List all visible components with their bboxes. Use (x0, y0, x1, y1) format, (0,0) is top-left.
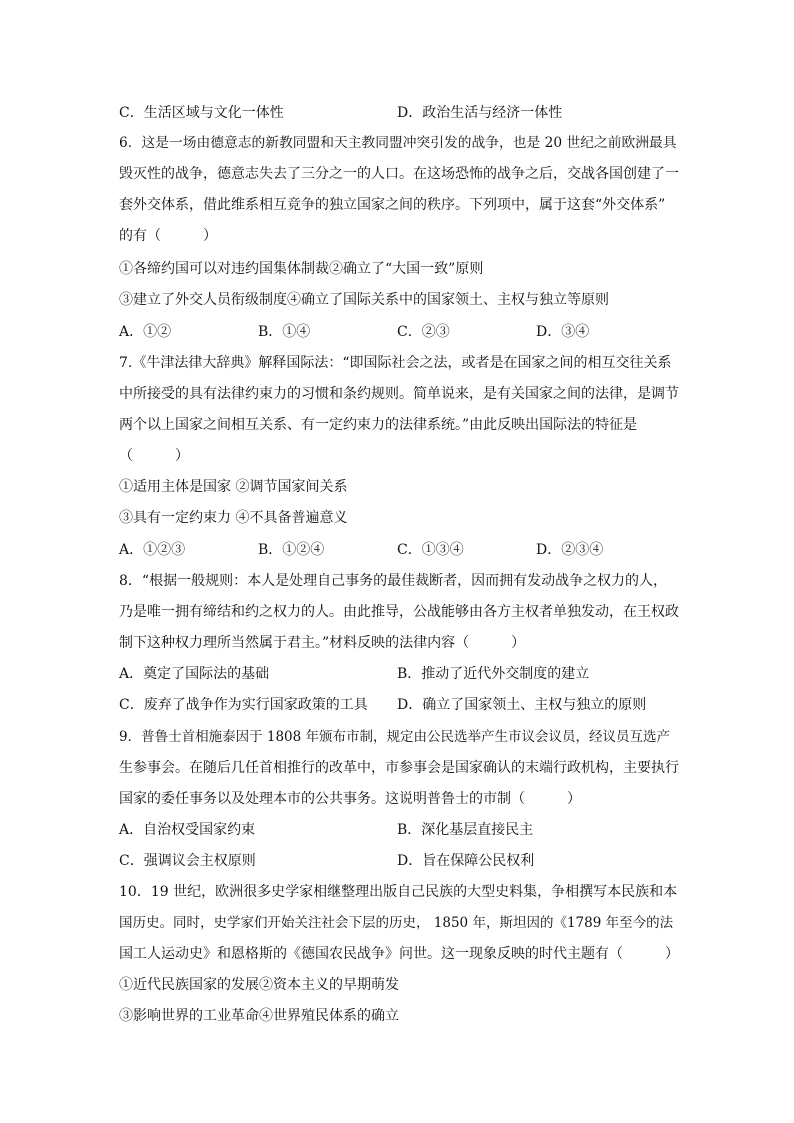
q7-stem-line: 两个以上国家之间相互关系、有一定约束力的法律系统。”由此反映出国际法的特征是 (119, 417, 638, 433)
q8-option-c: C．废弃了战争作为实行国家政策的工具 (119, 697, 368, 713)
q8-stem-line: 制下这种权力理所当然属于君主。”材料反映的法律内容（ ） (119, 635, 526, 651)
q9-option-a: A．自治权受国家约束 (119, 822, 256, 838)
q9-stem-line: 9．普鲁士首相施泰因于 1808 年颁布市制，规定由公民选举产生市议会议员，经议员互选产 (119, 729, 671, 745)
q10-stem-line: 国历史。同时，史学家们开始关注社会下层的历史， 1850 年，斯坦因的《1789 年至今的法 (119, 915, 674, 931)
q7-stem-line: 7.《牛津法律大辞典》解释国际法：“即国际社会之法，或者是在国家之间的相互交往关系 (119, 355, 672, 371)
q6-stem-line: 套外交体系，借此维系相互竞争的独立国家之间的秩序。下列项中，属于这套“外交体系” (119, 197, 666, 213)
q9-option-b: B．深化基层直接民主 (397, 822, 534, 838)
q7-stem-line: 中所接受的具有法律约束力的习惯和条约规则。简单说来，是有关国家之间的法律，是调节 (119, 386, 679, 402)
q6-option-c: C．②③ (397, 324, 450, 340)
q9-stem-line: 生参事会。在随后几任首相推行的改革中，市参事会是国家确认的末端行政机构，主要执行 (119, 760, 679, 776)
q6-option-a: A．①② (119, 324, 172, 340)
q5-option-d: D．政治生活与经济一体性 (397, 105, 563, 121)
q6-option-b: B．①④ (258, 324, 311, 340)
q6-item: ①各缔约国可以对违约国集体制裁②确立了“大国一致”原则 (119, 261, 484, 277)
q10-stem-line: 国工人运动史》和恩格斯的《德国农民战争》问世。这一现象反映的时代主题有（ ） (119, 946, 679, 962)
q6-stem-line: 6．这是一场由德意志的新教同盟和天主教同盟冲突引发的战争，也是 20 世纪之前欧洲最具 (119, 135, 677, 151)
q5-option-c: C．生活区域与文化一体性 (119, 105, 284, 121)
q9-option-c: C．强调议会主权原则 (119, 853, 256, 869)
q6-stem-line: 毁灭性的战争，德意志失去了三分之一的人口。在这场恐怖的战争之后，交战各国创建了一 (119, 166, 679, 182)
q8-stem-line: 乃是唯一拥有缔结和约之权力的人。由此推导，公战能够由各方主权者单独发动，在王权政 (119, 604, 679, 620)
q10-item: ③影响世界的工业革命④世界殖民体系的确立 (119, 1008, 399, 1024)
q7-item: ①适用主体是国家 ②调节国家间关系 (119, 479, 348, 495)
q10-item: ①近代民族国家的发展②资本主义的早期萌发 (119, 977, 399, 993)
q6-stem-line: 的有（ ） (119, 228, 217, 244)
q8-option-b: B．推动了近代外交制度的建立 (397, 666, 590, 682)
q8-option-a: A．奠定了国际法的基础 (119, 666, 270, 682)
q7-item: ③具有一定约束力 ④不具备普遍意义 (119, 510, 348, 526)
q7-option-c: C．①③④ (397, 542, 464, 558)
q6-item: ③建立了外交人员衔级制度④确立了国际关系中的国家领土、主权与独立等原则 (119, 292, 609, 308)
q6-option-d: D．③④ (536, 324, 590, 340)
q7-stem-line: （ ） (119, 448, 189, 464)
q7-option-a: A．①②③ (119, 542, 186, 558)
q8-option-d: D．确立了国家领土、主权与独立的原则 (397, 697, 647, 713)
q9-option-d: D．旨在保障公民权利 (397, 853, 535, 869)
q9-stem-line: 国家的委任事务以及处理本市的公共事务。这说明普鲁士的市制（ ） (119, 791, 581, 807)
q8-stem-line: 8．“根据一般规则：本人是处理自己事务的最佳裁断者，因而拥有发动战争之权力的人， (119, 573, 668, 589)
q7-option-d: D．②③④ (536, 542, 604, 558)
q10-stem-line: 10．19 世纪，欧洲很多史学家相继整理出版自己民族的大型史料集，争相撰写本民族和本 (119, 884, 678, 900)
q7-option-b: B．①②④ (258, 542, 325, 558)
